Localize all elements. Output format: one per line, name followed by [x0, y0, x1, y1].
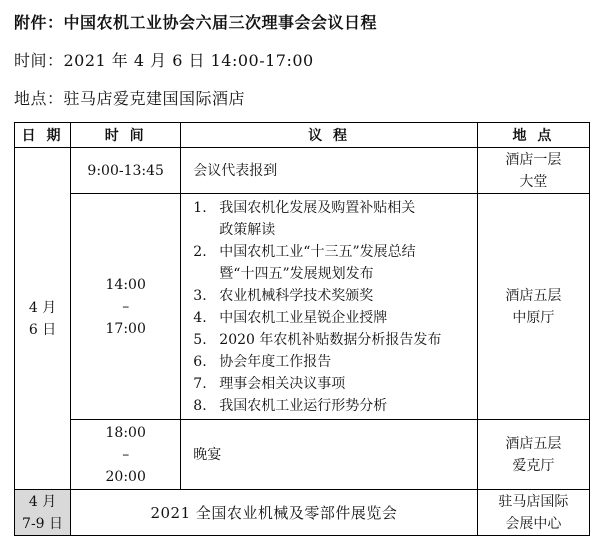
location-line: 爱克厅	[512, 457, 555, 474]
item-number: 3.	[193, 287, 207, 304]
exhibition-text: 2021 全国农业机械及零部件展览会	[150, 504, 398, 522]
location-line: 驻马店国际	[498, 493, 569, 510]
time-text: 9:00-13:45	[87, 162, 164, 179]
item-text: 我国农机工业运行形势分析	[219, 397, 388, 414]
list-item	[193, 307, 477, 329]
time-text: –	[122, 446, 130, 463]
location-cell	[477, 420, 589, 490]
location-line: 会展中心	[505, 515, 562, 532]
time-text: 18:00	[105, 424, 146, 441]
list-item	[193, 241, 477, 285]
time-text: 17:00	[105, 320, 146, 337]
list-item	[193, 373, 477, 395]
time-text: 20:00	[105, 468, 146, 485]
header-agenda: 议 程	[181, 123, 478, 148]
table-row	[15, 148, 590, 194]
item-text: 2020 年农机补贴数据分析报告发布	[219, 331, 442, 348]
item-number: 1.	[193, 199, 207, 216]
time-cell	[71, 148, 181, 194]
item-text	[219, 197, 477, 241]
list-item	[193, 395, 477, 417]
item-line: 中国农机工业“十三五”发展总结	[219, 243, 416, 260]
list-item	[193, 197, 477, 241]
header-time: 时 间	[71, 123, 181, 148]
list-item	[193, 351, 477, 373]
item-number: 8.	[193, 397, 207, 414]
item-number: 6.	[193, 353, 207, 370]
location-cell	[477, 490, 589, 536]
agenda-table	[14, 122, 590, 536]
item-number: 7.	[193, 375, 207, 392]
agenda-cell	[181, 148, 478, 194]
document-title: 附件：中国农机工业协会六届三次理事会会议日程	[14, 13, 378, 32]
location-line: 酒店五层	[505, 435, 562, 452]
time-cell	[71, 194, 181, 420]
table-row	[15, 194, 590, 420]
agenda-text: 会议代表报到	[193, 162, 278, 179]
list-item	[193, 285, 477, 307]
location-line: 酒店一层	[505, 151, 562, 168]
exhibition-cell	[71, 490, 478, 536]
date-cell-day1	[15, 148, 71, 490]
date-month: 4 月	[28, 493, 57, 510]
date-day: 6 日	[28, 321, 57, 338]
item-number: 2.	[193, 243, 207, 260]
item-text: 理事会相关决议事项	[219, 375, 346, 392]
date-cell-day2	[15, 490, 71, 536]
location-line: 酒店五层	[505, 287, 562, 304]
time-text: –	[122, 298, 130, 315]
item-line: 暨“十四五”发展规划发布	[219, 265, 374, 282]
meeting-place: 地点：驻马店爱克建国国际酒店	[14, 89, 246, 108]
time-cell	[71, 420, 181, 490]
location-cell	[477, 148, 589, 194]
item-text: 协会年度工作报告	[219, 353, 332, 370]
agenda-list-cell	[181, 194, 478, 420]
date-day: 7-9 日	[22, 515, 64, 532]
agenda-cell	[181, 420, 478, 490]
item-text	[219, 241, 477, 285]
table-row	[15, 420, 590, 490]
item-line: 我国农机化发展及购置补贴相关	[219, 199, 416, 216]
item-line: 政策解读	[219, 221, 276, 238]
header-date: 日 期	[15, 123, 71, 148]
agenda-text: 晚宴	[193, 446, 222, 463]
item-number: 4.	[193, 309, 207, 326]
location-cell	[477, 194, 589, 420]
header-location: 地 点	[477, 123, 589, 148]
list-item	[193, 329, 477, 351]
table-header-row	[15, 123, 590, 148]
date-month: 4 月	[28, 299, 57, 316]
time-text: 14:00	[105, 276, 146, 293]
meeting-time: 时间：2021 年 4 月 6 日 14:00-17:00	[14, 51, 314, 70]
item-text: 中国农机工业星锐企业授牌	[219, 309, 388, 326]
item-number: 5.	[193, 331, 207, 348]
table-row	[15, 490, 590, 536]
location-line: 大堂	[519, 173, 548, 190]
location-line: 中原厅	[512, 309, 555, 326]
item-text: 农业机械科学技术奖颁奖	[219, 287, 374, 304]
